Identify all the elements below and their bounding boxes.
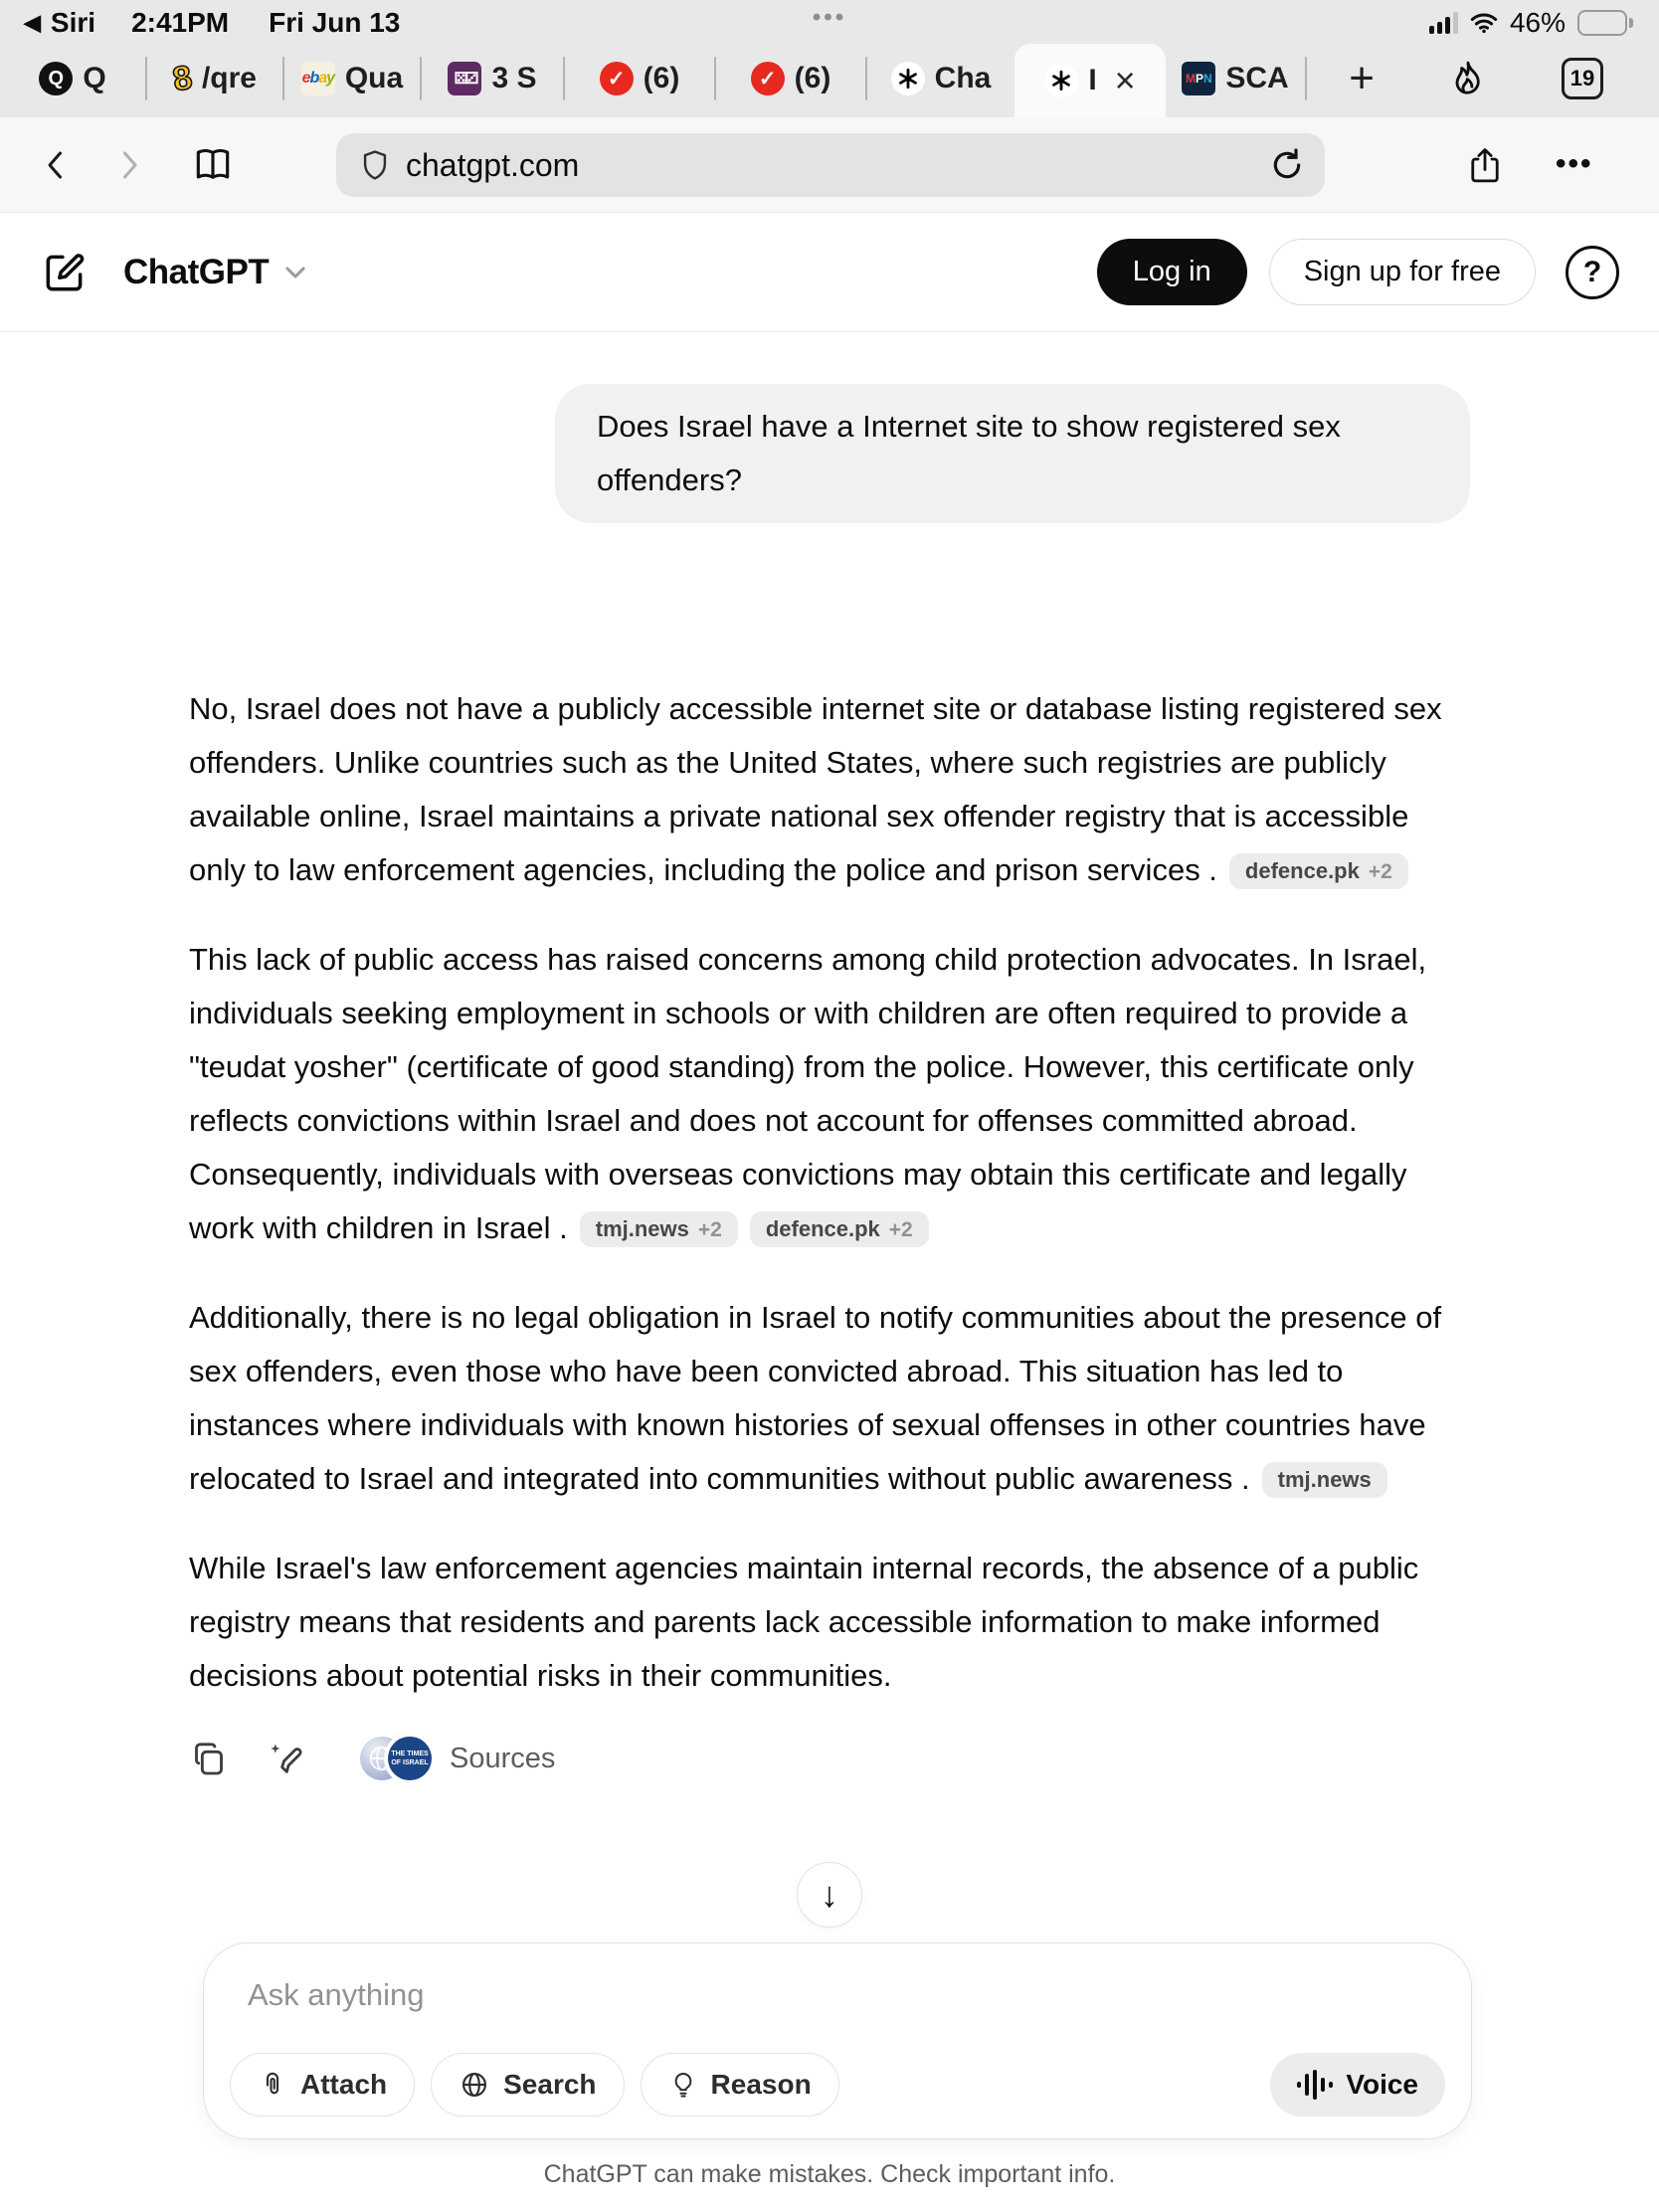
eight-favicon: 8 [169, 58, 196, 98]
mpn-favicon: M P N [1182, 62, 1215, 95]
copy-icon[interactable] [189, 1739, 229, 1778]
login-button[interactable]: Log in [1097, 239, 1247, 305]
back-button[interactable] [38, 143, 74, 187]
citation-chip[interactable]: tmj.news +2 [580, 1211, 738, 1247]
edit-sparkle-icon[interactable] [267, 1739, 306, 1778]
tab-sca[interactable] [1166, 40, 1305, 117]
status-left [24, 7, 400, 39]
tab-label: SCA [1225, 62, 1289, 94]
privacy-shield-icon [358, 145, 392, 185]
tab-label: Q [83, 62, 106, 94]
chevron-down-icon [282, 260, 308, 285]
ebay-favicon: e b a y [301, 62, 335, 95]
disclaimer: ChatGPT can make mistakes. Check important info. [543, 2160, 1116, 2188]
assistant-response [189, 682, 1470, 1703]
help-button[interactable]: ? [1566, 246, 1619, 299]
sources-label: Sources [450, 1742, 556, 1774]
battery-icon [1577, 10, 1633, 36]
citation-chip[interactable]: tmj.news [1262, 1462, 1387, 1498]
tab-label: I [1088, 64, 1097, 96]
assistant-paragraph: Additionally, there is no legal obligation in Israel to notify communities about the presence of sex offenders, even those who have been convicted abroad. This situation has led to instances where individuals with known histories of sexual offenses in other countries have relocated to Israel and integrated into communities without public awareness . tmj.news [189, 1300, 1442, 1496]
share-icon[interactable] [1464, 143, 1506, 189]
tab-qua[interactable] [284, 40, 420, 117]
sources-button[interactable] [360, 1737, 555, 1780]
waveform-icon [1297, 2069, 1333, 2101]
tab-q[interactable] [0, 40, 145, 117]
header-actions [1097, 239, 1619, 305]
sidebar-book-icon[interactable] [191, 143, 235, 187]
back-to-app-icon[interactable]: ◀ [24, 10, 41, 35]
battery-percent: 46% [1509, 7, 1566, 38]
chatgpt-favicon [1044, 64, 1078, 97]
tab-6b[interactable] [716, 40, 865, 117]
tab-qre[interactable] [147, 40, 282, 117]
new-chat-icon[interactable] [40, 248, 90, 297]
date: Fri Jun 13 [269, 7, 401, 38]
private-browsing-flame-icon[interactable] [1448, 57, 1488, 100]
message-composer[interactable] [203, 1942, 1472, 2139]
scroll-to-bottom-button[interactable] [797, 1862, 862, 1928]
assistant-paragraph: While Israel's law enforcement agencies maintain internal records, the absence of a public registry means that residents and parents lack accessible information to make informed decisions about potential risks in their communities. [189, 1551, 1419, 1693]
signup-button[interactable]: Sign up for free [1269, 239, 1536, 305]
tab-6a[interactable] [565, 40, 714, 117]
search-button[interactable]: Search [431, 2053, 624, 2117]
message-actions [189, 1737, 1470, 1780]
wifi-icon [1470, 12, 1498, 34]
new-tab-button[interactable]: + [1349, 54, 1375, 102]
toolbar-more-icon[interactable]: ••• [1556, 147, 1593, 180]
tab-3s[interactable] [422, 40, 563, 117]
tabbar-controls [1349, 40, 1659, 117]
reload-icon[interactable] [1267, 145, 1307, 185]
tab-label: /qre [201, 62, 257, 94]
dice-favicon: ⚄⚂ [448, 62, 481, 95]
url-text: chatgpt.com [406, 146, 580, 183]
multitask-dots-icon[interactable]: ••• [812, 4, 847, 31]
page-title: ChatGPT [123, 252, 270, 291]
times-of-israel-favicon: THE TIMES OF ISRAEL [388, 1737, 432, 1780]
red-check-favicon: ✓ [600, 62, 634, 95]
assistant-paragraph: This lack of public access has raised concerns among child protection advocates. In Israel, individuals seeking employment in schools or with children are often required to provide a "teudat yosher" (certificate of good standing) from the police. However, this certificate only reflects convictions within Israel and does not account for offenses committed abroad. Consequently, individuals with overseas convictions may obtain this certificate and legally work with children in Israel . tmj.news +2 defence.pk +2 [189, 942, 1427, 1245]
tab-active-chatgpt[interactable] [1014, 44, 1166, 117]
tab-cha[interactable] [867, 40, 1014, 117]
forward-button[interactable] [111, 143, 147, 187]
q-site-favicon: Q [39, 62, 73, 95]
url-toolbar [0, 117, 1659, 213]
reason-button[interactable]: Reason [641, 2053, 839, 2117]
status-right [1429, 7, 1633, 39]
user-message-bubble: Does Israel have a Internet site to show registered sex offenders? [555, 384, 1470, 523]
voice-button[interactable]: Voice [1270, 2053, 1445, 2117]
citation-chip[interactable]: defence.pk +2 [750, 1211, 929, 1247]
tab-label: Cha [934, 62, 992, 94]
down-arrow-icon: ↓ [821, 1874, 838, 1915]
address-bar[interactable] [336, 133, 1325, 197]
red-check-favicon: ✓ [751, 62, 785, 95]
cellular-signal-icon [1429, 12, 1458, 34]
chatgpt-favicon [891, 62, 925, 95]
chatgpt-header [0, 213, 1659, 332]
prompt-input[interactable] [248, 1977, 1342, 2013]
composer-toolbar [230, 2053, 1445, 2117]
citation-chip[interactable]: defence.pk +2 [1229, 853, 1408, 889]
siri-label: Siri [50, 7, 96, 38]
tab-count-button[interactable]: 19 [1562, 58, 1603, 99]
tab-label: (6) [643, 62, 680, 94]
tab-label: 3 S [491, 62, 537, 94]
clock: 2:41PM [131, 7, 230, 38]
tab-label: Qua [344, 62, 404, 94]
tab-bar [0, 40, 1659, 117]
close-tab-icon[interactable]: × [1114, 60, 1136, 100]
tab-separator [1305, 57, 1307, 100]
assistant-paragraph: No, Israel does not have a publicly accessible internet site or database listing registered sex offenders. Unlike countries such as the United States, where such registries are publicly available online, Israel maintains a private national sex offender registry that is accessible only to law enforcement agencies, including the police and prison services . defence.pk +2 [189, 691, 1442, 887]
status-bar [0, 0, 1659, 40]
model-switcher[interactable] [123, 253, 308, 292]
chat-thread [0, 332, 1659, 1915]
tab-label: (6) [794, 62, 831, 94]
attach-button[interactable]: Attach [230, 2053, 415, 2117]
